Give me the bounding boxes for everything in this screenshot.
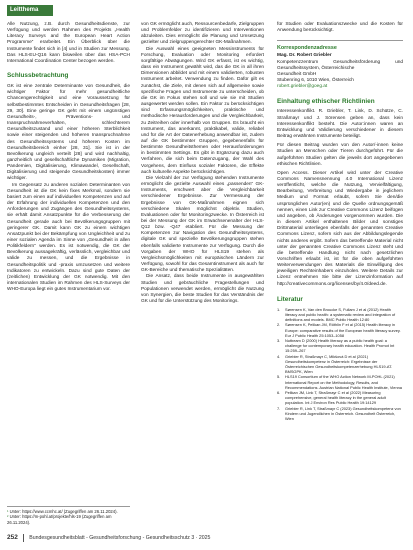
page-number: 252 xyxy=(7,534,18,541)
section-heading: Schlussbetrachtung xyxy=(7,72,69,80)
paragraph: Die Ansatz, dass beide Instrumente in ausgewählten Studien und gebräuchliche Fragestellungen und Populationen verwendet werden, ermöglicht die Nutzung von Synergien, die beste Studien für das Verständnis der GK und für die Unterstützung des Monitorings. xyxy=(141,274,264,305)
paragraph: GK ist eine zentrale Determinante von Gesundheit, die wichtiger Faktor für mehr gesundheitliche Chancengerechtigkeit und eine Voraussetzung für selbstbestimmtes Entscheiden in Gesundheitsfragen [28, 29, 30]. Eine geringe GK geht mit einem ungünstigen Gesundheits-, Präventions- und Inanspruchnahmeverhalten, schlechterem Gesundheitszustand und einer höheren Sterblichkeit sowie einer steigenden und höheren Inanspruchnahme des Gesundheitssystems und höheren Kosten im Gesundheitsbereich einher [28, 31]. Sie ist in der Bevölkerung ungleich verteilt [28] und wird nachhaltig, ganzheitlich und gesellschaftliche Dynamiken (Migration, Pandemien, Digitalisierung, Klimawandel, Gesellschaft, Digitalisierung und steigende Gesundheitskosten) immer wichtiger. xyxy=(7,84,130,182)
paragraph: Im Gegensatz zu anderen sozialen Determinanten von Gesundheit ist die GK kein fixes Merkmal, sondern sie basiert zum einen auf individuellen Kompetenzen und auf der Erfahrung der individuellen Kompetenzen und den Anforderungen und Zugängen des Gesundheitssystems, sie erhält damit Ansatzpunkte für die Verbesserung der Gesundheit gerade auch bei Bevölkerungsgruppen mit geringerer GK. Damit kann GK zu einem wichtigen Ansatzpunkt bei der Bekämpfung von Ungleichheit und zu einer sozialen Agenda im Sinne von „Gesundheit in allen Politikfeldern“ werden. Es ist notwendig, die GK der Bevölkerung aussagekräftig, verlässlich, vergleichbar und valide zu messen, und die Ergebnisse in Gesundheitspolitik und -praxis umzusetzen und weitere Indikatoren zu entwickeln. Dazu sind gute Daten der (zeitlichen) Entwicklung der GK notwendig. Mit den internationalen Studien im Rahmen des HLS-Surveys der WHO-Europa liegt ein gutes Instrumentarium vor. xyxy=(7,182,130,293)
contact-line: Gesundheit GmbH xyxy=(277,71,317,77)
reference-item: 4. Griebler R, Straßmayr C, Mikšová D et al (2021) Gesundheitskompetenz in Österreich: Ergebnisse der Österreichischen Gesundheitskompetenzerhebung HLS19-AT. BMSGPK, Wien xyxy=(277,353,393,375)
reference-item: 2. Sørensen K, Pelikan JM, Röthlin F et al (2015) Health literacy in Europe: comparative results of the European health literacy survey. Eur J Public Health 25:1053–1058 xyxy=(277,322,401,338)
column-2 xyxy=(141,22,264,305)
page-footer xyxy=(7,532,403,544)
footnote-2: ² Unter: https://m-pohl.at/projekte/hls-19 (Zugegriffen am 26.11.2024). xyxy=(7,514,112,525)
reference-item: 3. Nutbeam D (2000) Health literacy as a public health goal: a challenge for contemporary health education. Health Promot Int 15:259–267 xyxy=(277,338,395,354)
open-access-note: Open Access. Dieser Artikel wird unter der Creative Commons Namensnennung 4.0 International Lizenz veröffentlicht, welche die Nutzung, Vervielfältigung, Bearbeitung, Verbreitung und Wiedergabe in jeglichem Medium und Format erlaubt, sofern Sie den/die ursprünglichen Autor(en) und die Quelle ordnungsgemäß nennen, einen Link zur Creative Commons Lizenz beifügen und angeben, ob Änderungen vorgenommen wurden. Die in diesem Artikel enthaltenen Bilder und sonstiges Drittmaterial unterliegen ebenfalls der genannten Creative Commons Lizenz, sofern sich aus der Abbildungslegende nichts anderes ergibt. Sofern das betreffende Material nicht unter der genannten Creative Commons Lizenz steht und die betreffende Handlung nicht nach gesetzlichen Vorschriften erlaubt ist, ist für die oben aufgeführten Weiterverwendungen des Materials die Einwilligung des jeweiligen Rechteinhabers einzuholen. Weitere Details zur Lizenz entnehmen Sie bitte der Lizenzinformation auf http://creativecommons.org/licenses/by/4.0/deed.de. xyxy=(277,170,403,287)
column-1 xyxy=(7,22,130,293)
contact-heading: Korrespondenzadresse xyxy=(277,45,337,52)
reference-list xyxy=(277,307,403,421)
journal-citation: Bundesgesundheitsblatt - Gesundheitsforschung - Gesundheitsschutz 3 · 2025 xyxy=(29,535,211,541)
reference-item: 7. Griebler R, Link T, Straßmayr C (2023) Gesundheitskompetenz von Kindern und Jugendlichen in Österreich. Gesundheit Österreich, Wien xyxy=(277,405,401,422)
section-tag: Leitthema xyxy=(7,5,53,16)
paragraph: Interessenkonflikt. R. Griebler, T. Link, D. Schütze, C. Straßmayr und J. Sörensen geben an, dass kein Interessenkonflikt besteht. Die Autor:innen waren an Entwicklung und Validierung verschiedener in diesem Beitrag erwähnten Instrumente beteiligt. xyxy=(277,109,403,140)
literature-heading: Literatur xyxy=(277,295,303,303)
ethics-heading: Einhaltung ethischer Richtlinien xyxy=(277,98,375,106)
contact-line: Kompetenzzentrum Gesundheitsförderung und Gesundheitssystem, Österreichische xyxy=(277,59,403,71)
footnote-text: Unter: https://www.ccmhc.at/ (Zugegriffen am 26.11.2024). xyxy=(9,509,118,514)
divider xyxy=(277,40,403,41)
contact-block xyxy=(277,53,403,90)
reference-item: 6. Pelikan JM, Link T, Straßmayr C et al (2022) Measuring comprehensive, general health literacy in the general adult population. Int J Environ Res Public Health 19:14129 xyxy=(277,390,386,406)
footnote-1: ¹ Unter: https://www.ccmhc.at/ (Zugegriffen am 26.11.2024). xyxy=(7,509,118,514)
paragraph: für Studien oder Evaluationszwecke und die Kosten für Anwendung berücksichtigt. xyxy=(277,22,403,34)
footnote-text: Unter: https://m-pohl.at/projekte/hls-19 (Zugegriffen am 26.11.2024). xyxy=(7,514,112,525)
footer-separator xyxy=(23,534,24,542)
reference-item: 1. Sørensen K, Van den Broucke S, Fullam J et al (2012) Health literacy and public health: a systematic review and integration of definitions and models. BMC Public Health 12:80 xyxy=(277,306,396,323)
contact-line: Stubenring 6, 1010 Wien, Österreich xyxy=(277,78,354,84)
contact-email-link[interactable]: robert.griebler@goeg.at xyxy=(277,84,328,90)
column-3 xyxy=(277,22,403,421)
paragraph: Alle Nutzung, z.B. durch Gesundheitsdienste, zur Verfügung und werden Rahmen des Projekts „Health Literacy Surveys and the European Heart Action Programme“ erarbeitet. Ein Überblick über die Instrumente findet sich in [4] und in Studien zur Messung. Das HLS-EU-Q16 kann bisweilen über das HSA-PCH International Coordination Center bezogen werden. xyxy=(7,22,130,64)
reference-item: 5. HLS19 Consortium of the WHO Action Network M-POHL (2021) International Report on the Methodology, Results, and Recommendations. Austrian National Public Health Institute, Vienna xyxy=(277,374,402,390)
paragraph: Die Vielzahl der zur Verfügung stehenden Instrumente ermöglicht die gezielte Auswahl eines „passenden“ GK-Instruments, erschwert aber die Vergleichbarkeit verschiedener Ergebnisse. Zur Vermessung der Ergebnisse von GK-Maßnahmen eignen sich verschiedene Skalen möglichst objektiv. Studien, Evaluationen oder für Monitoringzwecke. In Österreich ist bei der Messung der GK im Erwachsenenalter der HLS-Q12 bzw. -Q47 etabliert. Für die Messung der Kompetenzen zur Navigation des Gesundheitssystems, digitale GK und spezielle Bevölkerungsgruppen stehen ebenfalls validierte Instrumente zur Verfügung. Durch die Vorgaben der WHO für HLS19 stehen als Vergleichsmöglichkeiten mit europäischen Ländern zur Verfügung, sowohl für das Gesamtinstrument als auch für GK-Bereiche und thematische Spezialitäten. xyxy=(141,175,264,274)
contact-name: Mag. Dr. Robert Griebler xyxy=(277,53,332,59)
paragraph: Für diesen Beitrag wurden von den Autor/-innen keine Studien an Menschen oder Tieren durchgeführt. Für die aufgeführten Studien gelten die jeweils dort angegebenen ethischen Richtlinien. xyxy=(277,143,403,167)
paragraph: Die Auswahl eines geeigneten Messinstruments für Forschung, Evaluation oder Monitoring erfordert sorgfältige Abwägungen. Wird GK erfasst, ist es wichtig, dass ein Instrument gewählt wird, das die GK in all ihren Dimensionen abbildet und mit einem validierten, robusten Instrument arbeitet. Verwendung zu finden. Dafür gilt es zunächst, die Ziele, mit denen sich auf allgemeine sowie spezifische Fragen und Instrumente zu unterscheiden, ob die GK im Fokus stehen soll und wie sie mit Studien ausgewertet werden sollen. Ein Faktor zu berücksichtigen sind Erfassungsmöglichkeiten, praktische und methodische Herausforderungen und die Vergleichbarkeit, zu Zeitreihen oder innerhalb von Gruppen. Es braucht ein Instrument, das anerkannt, praktikabel, valide, reliabel und für die Art der Datenerhebung anwendbar ist, zudem auf die GK bestimmter Gruppen, gegebenenfalls für bestimmte Gesundheitsthemen oder Herausforderungen in bestimmten Settings. Es gibt in Ergänzung dazu auch Verfahren, die sich beim Datenzugang, der Wahl des Vorgehens, dem Einfluss sozialer Faktoren, die Effekte auch kulturelle Aspekte berücksichtigen. xyxy=(141,46,264,175)
paragraph: von GK ermöglicht auch, Ressourcenbedarfe, Zielgruppen und Problemfelder zu identifizieren und Interventionen abzuleiten. Dies ermöglicht die Planung und Umsetzung gezielter und zielgruppengerechter GK-Maßnahmen. xyxy=(141,22,264,46)
footnotes xyxy=(7,506,130,525)
